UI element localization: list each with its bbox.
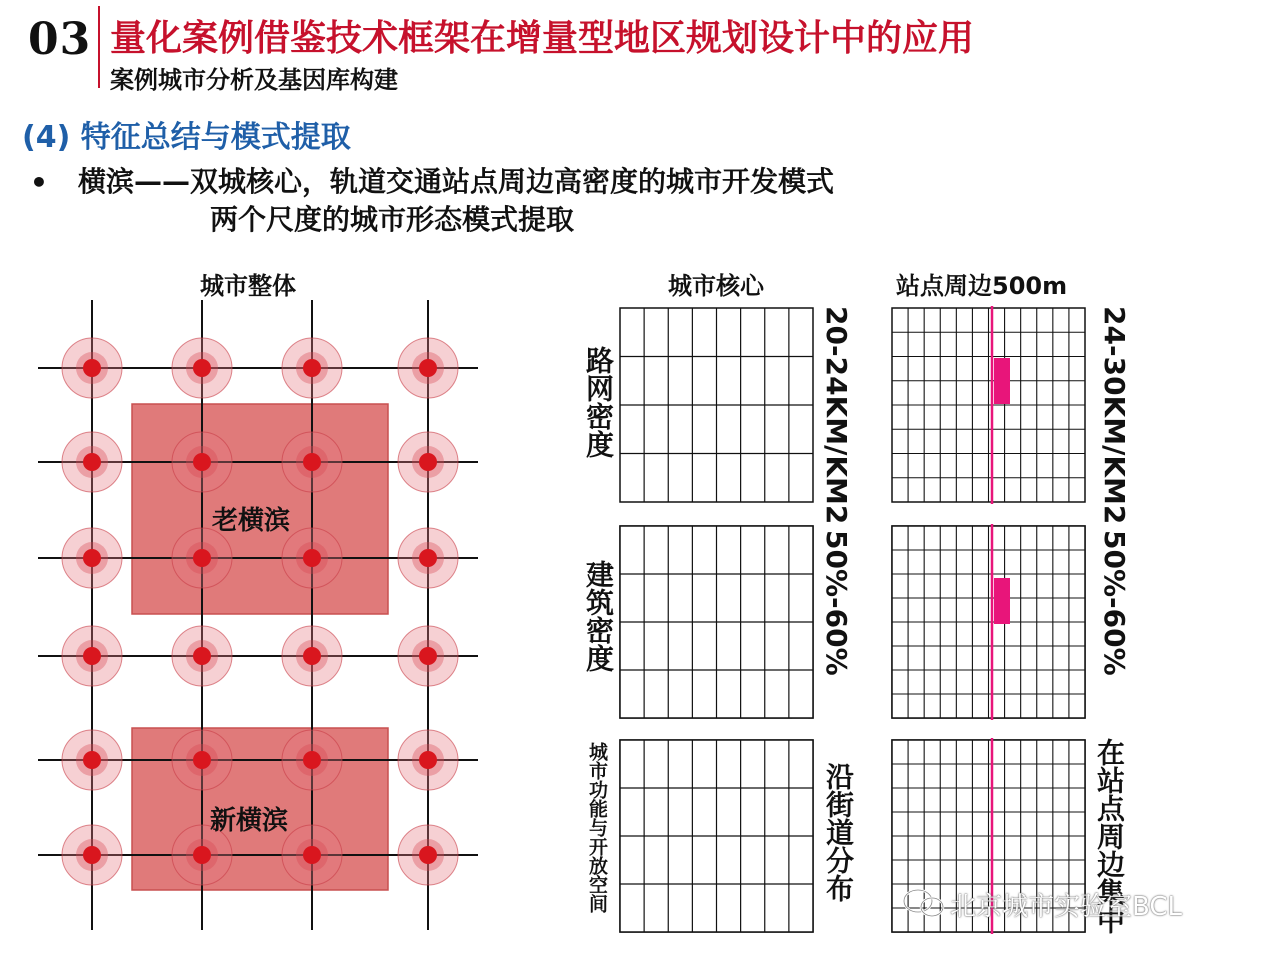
city-core-heading: 城市核心 xyxy=(668,272,764,300)
station-node xyxy=(193,359,211,377)
new-yokohama-label: 新横滨 xyxy=(210,806,289,836)
metric-core-road: 20-24KM/KM2 xyxy=(820,306,853,525)
station-node xyxy=(83,549,101,567)
core-building-grid xyxy=(620,526,813,719)
station-node xyxy=(419,453,437,471)
station-node xyxy=(419,647,437,665)
station-node xyxy=(83,647,101,665)
station-node xyxy=(303,751,321,769)
station-node xyxy=(193,549,211,567)
metric-core-function: 沿街道分布 xyxy=(822,762,855,902)
station-building-grid xyxy=(892,524,1085,720)
bullet-line-1: 横滨——双城核心，轨道交通站点周边高密度的城市开发模式 xyxy=(78,165,835,198)
page-subtitle: 案例城市分析及基因库构建 xyxy=(110,66,398,94)
station-node xyxy=(83,453,101,471)
metric-station-building: 50%-60% xyxy=(1098,530,1131,676)
station-node xyxy=(303,549,321,567)
station-node xyxy=(83,751,101,769)
station-node xyxy=(193,846,211,864)
station-node xyxy=(303,359,321,377)
bullet-marker: • xyxy=(30,166,48,199)
station-node xyxy=(193,751,211,769)
city-overall-heading: 城市整体 xyxy=(200,272,296,300)
row-label-building-density: 建筑密度 xyxy=(582,560,615,672)
core-road-grid xyxy=(620,308,813,502)
row-label-function-space: 城市功能与开放空间 xyxy=(586,742,608,913)
metric-station-road: 24-30KM/KM2 xyxy=(1098,306,1131,525)
core-function-grid xyxy=(620,740,813,932)
station-area-heading: 站点周边500m xyxy=(896,272,1068,300)
metric-station-function: 在站点周边集中 xyxy=(1093,738,1126,934)
metric-core-building: 50%-60% xyxy=(820,530,853,676)
station-node xyxy=(83,359,101,377)
station-node xyxy=(303,647,321,665)
station-node xyxy=(419,846,437,864)
bullet-line-2: 两个尺度的城市形态模式提取 xyxy=(210,203,575,236)
station-node xyxy=(303,846,321,864)
watermark-text: 北京城市实验室BCL xyxy=(950,892,1183,922)
station-node xyxy=(193,647,211,665)
row-label-road-density: 路网密度 xyxy=(582,346,615,458)
station-node xyxy=(419,751,437,769)
station-node xyxy=(83,846,101,864)
wechat-icon xyxy=(902,888,946,918)
station-node xyxy=(419,359,437,377)
station-road-grid xyxy=(892,306,1085,504)
station-node xyxy=(303,453,321,471)
station-block xyxy=(994,578,1010,624)
station-node xyxy=(193,453,211,471)
old-yokohama-label: 老横滨 xyxy=(212,506,291,536)
section-heading: (4) 特征总结与模式提取 xyxy=(22,120,351,155)
station-node xyxy=(419,549,437,567)
station-block xyxy=(994,358,1010,404)
page-title: 量化案例借鉴技术框架在增量型地区规划设计中的应用 xyxy=(110,18,975,59)
section-number: 03 xyxy=(28,14,92,65)
